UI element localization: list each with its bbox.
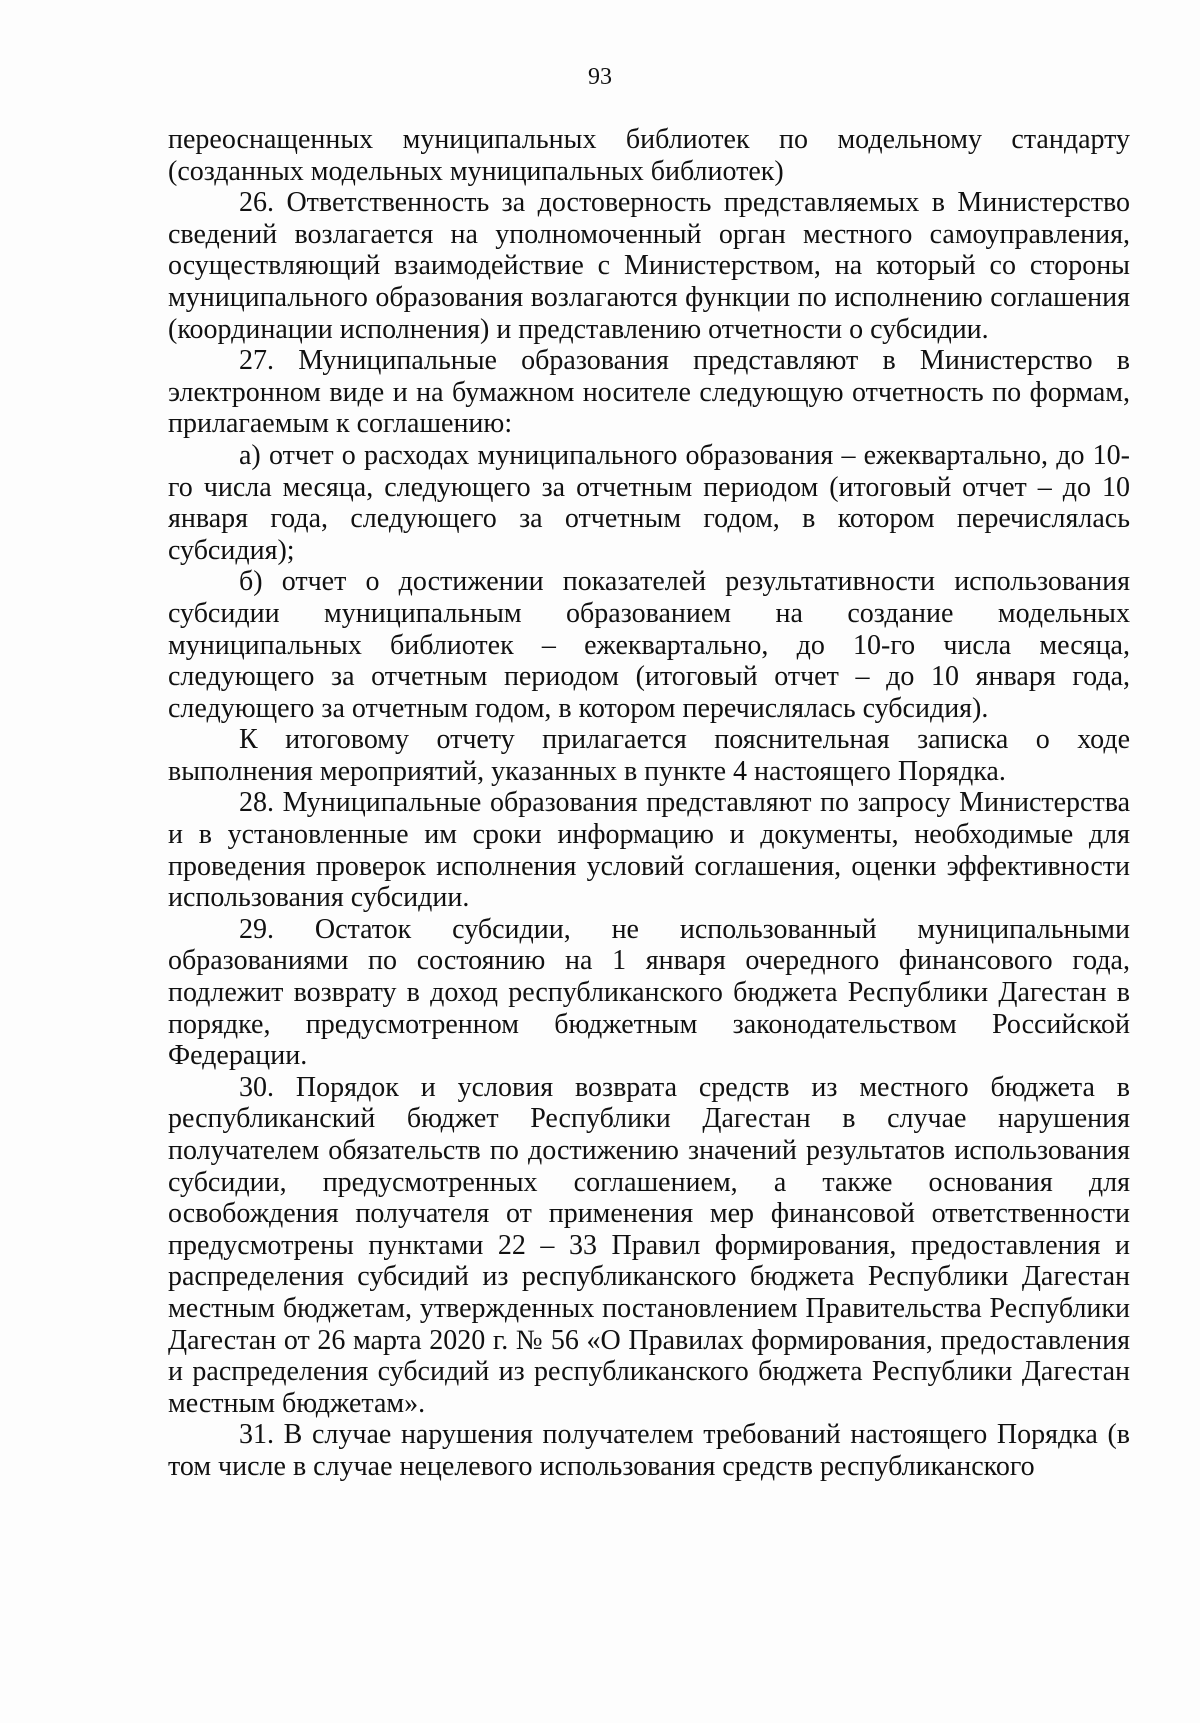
- paragraph-27b: б) отчет о достижении показателей результативности использования субсидии муниципальным образованием на создание модельных муниципальных библиотек – ежеквартально, до 10-го числа месяца, следующего за отчетным периодом (итоговый отчет – до 10 января года, следующего за отчетным годом, в котором перечислялась субсидия).: [168, 566, 1130, 724]
- page-number: 93: [588, 64, 612, 90]
- paragraph-29: 29. Остаток субсидии, не использованный муниципальными образованиями по состоянию на 1 января очередного финансового года, подлежит возврату в доход республиканского бюджета Республики Дагестан в порядке, предусмотренном бюджетным законодательством Российской Федерации.: [168, 913, 1130, 1072]
- paragraph-28: 28. Муниципальные образования представляют по запросу Министерства и в установленные им сроки информацию и документы, необходимые для проведения проверок исполнения условий соглашения, оценки эффективности использования субсидии.: [168, 787, 1130, 914]
- paragraph-27a: а) отчет о расходах муниципального образования – ежеквартально, до 10-го числа месяца, следующего за отчетным периодом (итоговый отчет – до 10 января года, следующего за отчетным годом, в котором перечислялась субсидия);: [168, 439, 1130, 566]
- paragraph-30: 30. Порядок и условия возврата средств из местного бюджета в республиканский бюджет Республики Дагестан в случае нарушения получателем обязательств по достижению значений результатов использования субсидии, предусмотренных соглашением, а также основания для освобождения получателя от применения мер финансовой ответственности предусмотрены пунктами 22 – 33 Правил формирования, предоставления и распределения субсидий из республиканского бюджета Республики Дагестан местным бюджетам, утвержденных постановлением Правительства Республики Дагестан от 26 марта 2020 г. № 56 «О Правилах формирования, предоставления и распределения субсидий из республиканского бюджета Республики Дагестан местным бюджетам».: [168, 1071, 1130, 1419]
- paragraph-27: 27. Муниципальные образования представляют в Министерство в электронном виде и на бумажном носителе следующую отчетность по формам, прилагаемым к соглашению:: [168, 345, 1130, 440]
- document-body: [168, 124, 1130, 1483]
- paragraph-31: 31. В случае нарушения получателем требований настоящего Порядка (в том числе в случае нецелевого использования средств республиканского: [168, 1419, 1130, 1482]
- paragraph-26: 26. Ответственность за достоверность представляемых в Министерство сведений возлагается на уполномоченный орган местного самоуправления, осуществляющий взаимодействие с Министерством, на который со стороны муниципального образования возлагаются функции по исполнению соглашения (координации исполнения) и представлению отчетности о субсидии.: [168, 187, 1130, 345]
- paragraph-continuation: переоснащенных муниципальных библиотек по модельному стандарту (созданных модельных муниципальных библиотек): [168, 124, 1130, 187]
- paragraph-27-note: К итоговому отчету прилагается пояснительная записка о ходе выполнения мероприятий, указанных в пункте 4 настоящего Порядка.: [168, 724, 1130, 787]
